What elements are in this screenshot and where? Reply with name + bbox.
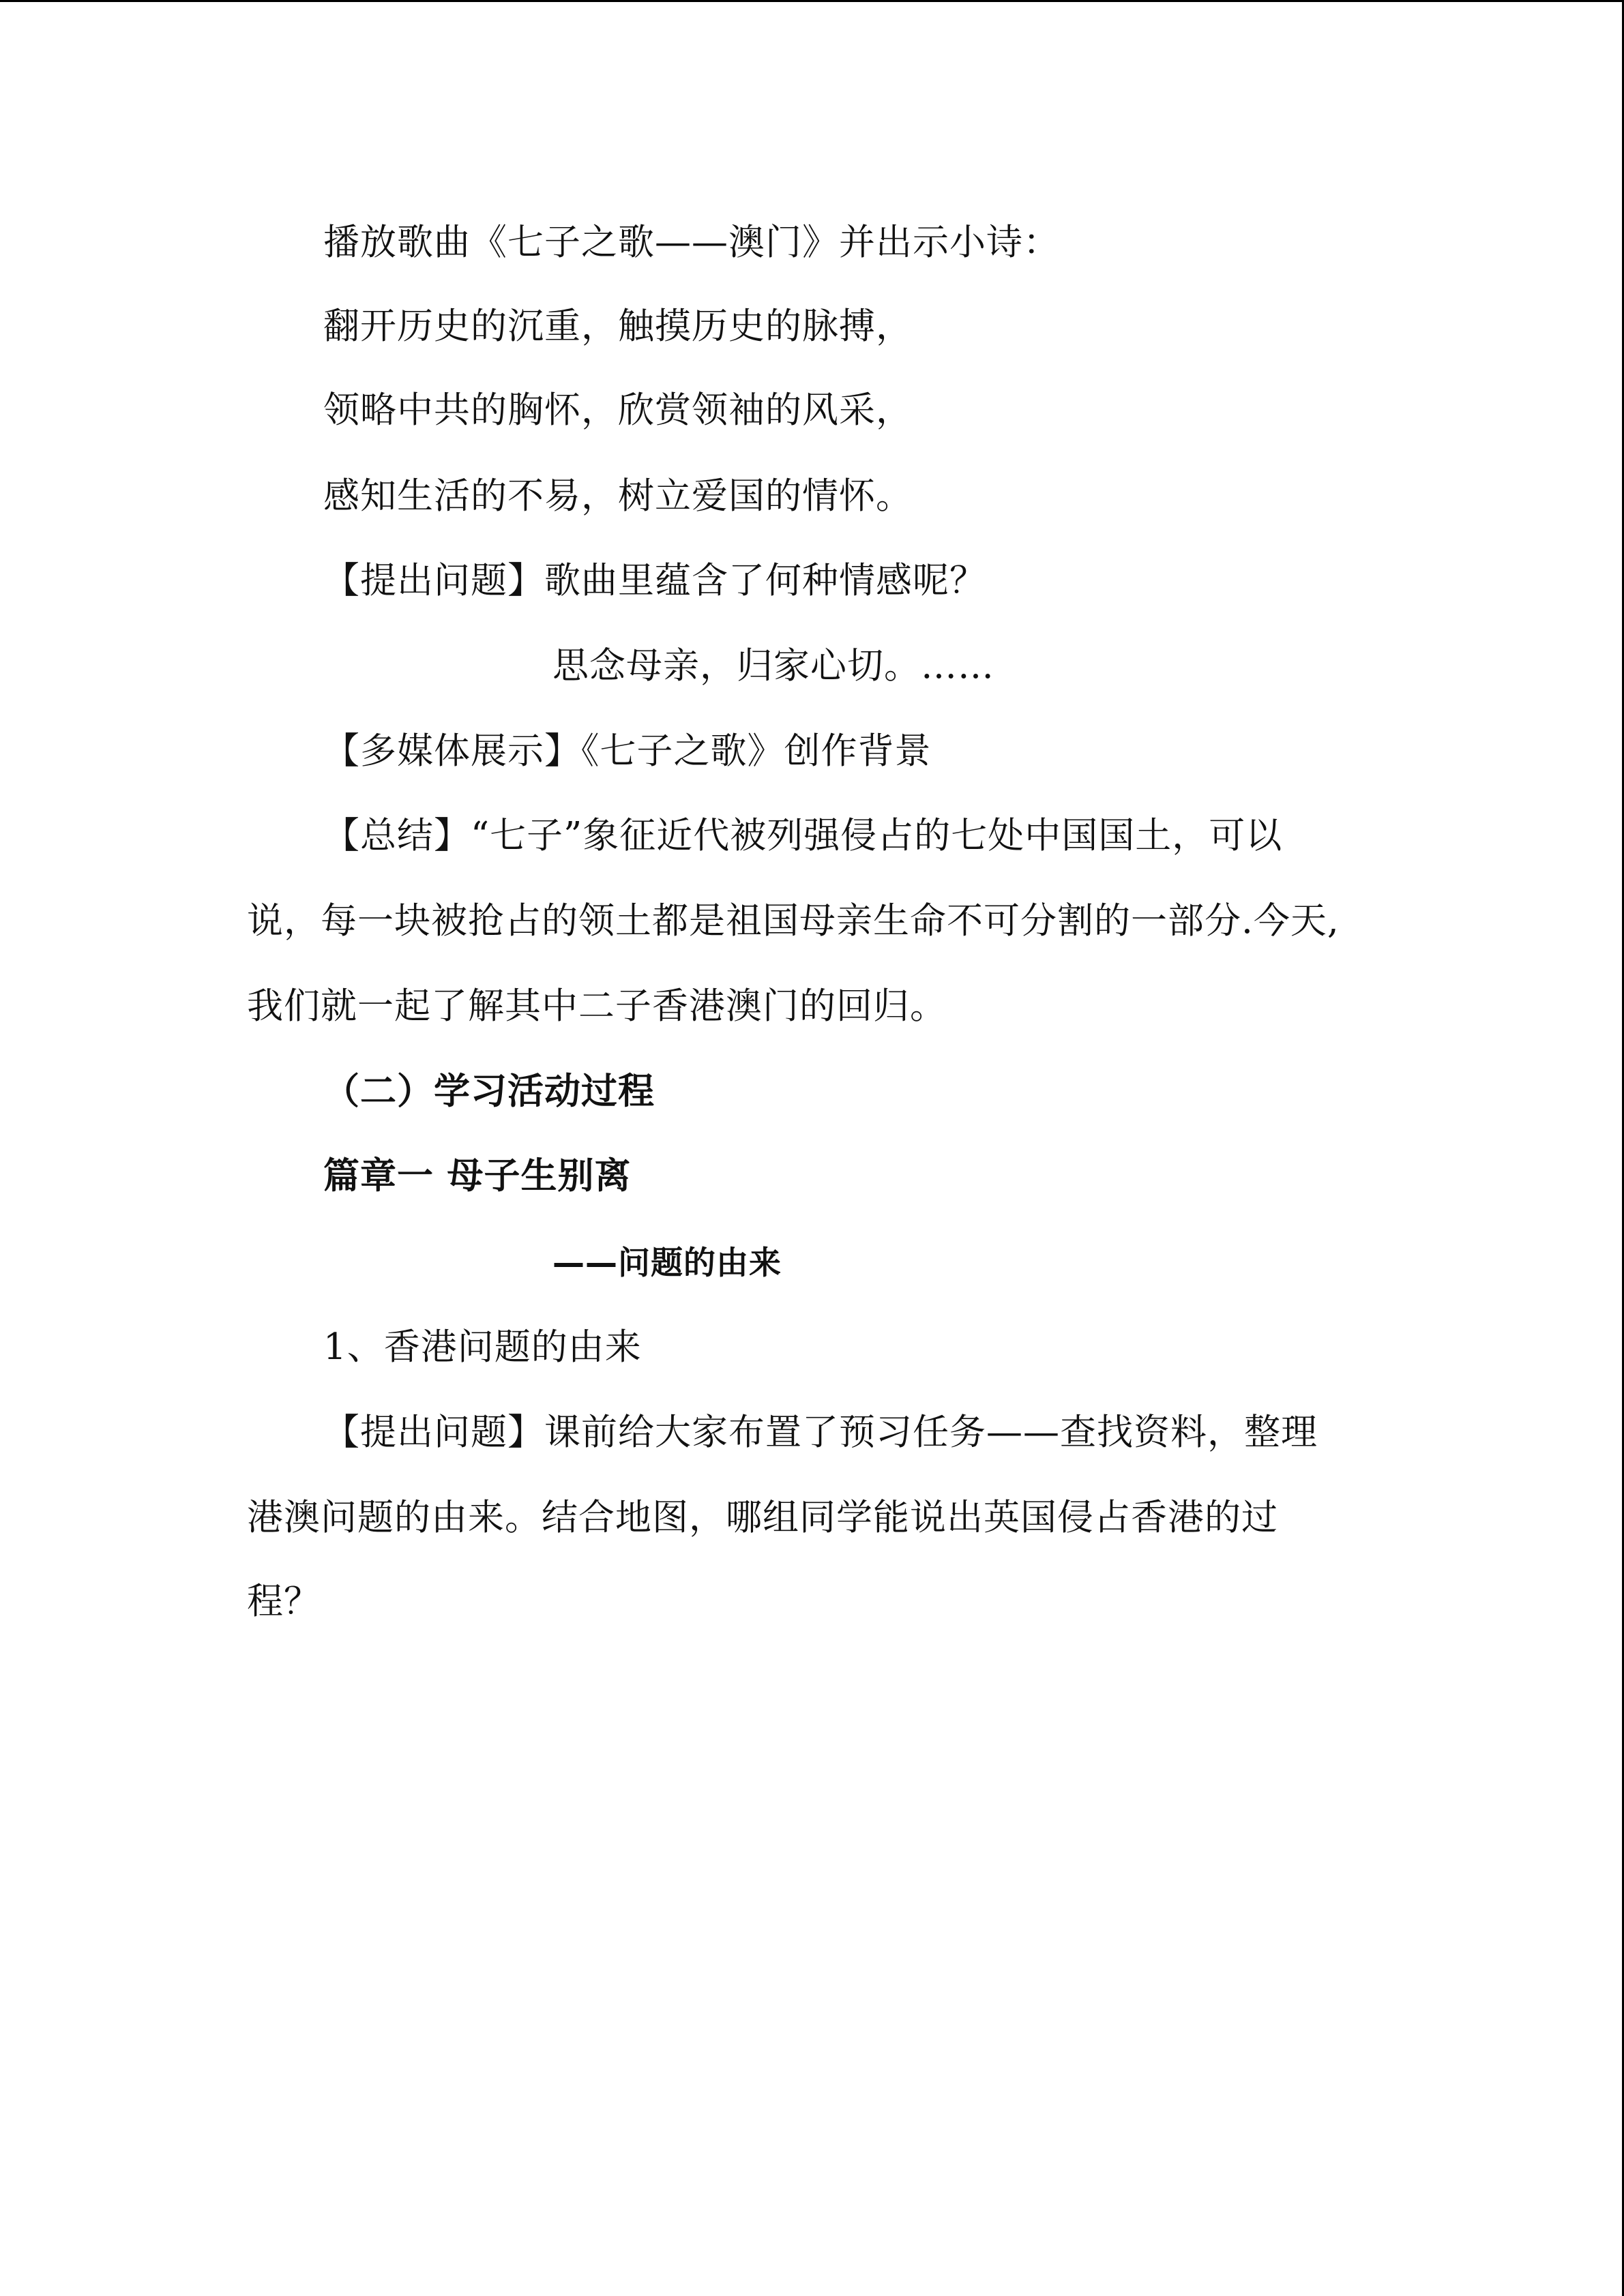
question-line: 【提出问题】歌曲里蕴含了何种情感呢？	[323, 560, 986, 601]
chapter-title: 篇章一 母子生别离	[323, 1155, 632, 1197]
section-heading: （二）学习活动过程	[323, 1071, 655, 1112]
item-1-heading: 1、香港问题的由来	[323, 1326, 642, 1368]
task-question-line-1: 【提出问题】课前给大家布置了预习任务——查找资料，整理	[323, 1412, 1318, 1453]
poem-line-2: 领略中共的胸怀，欣赏领袖的风采，	[323, 389, 913, 431]
poem-line-1: 翻开历史的沉重，触摸历史的脉搏，	[323, 305, 913, 347]
summary-line-3: 我们就一起了解其中二子香港澳门的回归。	[247, 985, 947, 1027]
task-question-line-2: 港澳问题的由来。结合地图，哪组同学能说出英国侵占香港的过	[247, 1497, 1278, 1538]
chapter-subtitle: ——问题的由来	[552, 1244, 782, 1282]
answer-line: 思念母亲，归家心切。……	[552, 645, 994, 687]
song-intro-line: 播放歌曲《七子之歌——澳门》并出示小诗：	[323, 222, 1060, 263]
summary-line-2: 说，每一块被抢占的领土都是祖国母亲生命不可分割的一部分.今天,	[247, 900, 1340, 942]
poem-line-3: 感知生活的不易，树立爱国的情怀。	[323, 475, 913, 517]
summary-line-1: 【总结】“七子”象征近代被列强侵占的七处中国国土，可以	[323, 815, 1283, 856]
multimedia-line: 【多媒体展示】《七子之歌》创作背景	[323, 730, 932, 772]
task-question-line-3: 程？	[247, 1581, 321, 1622]
